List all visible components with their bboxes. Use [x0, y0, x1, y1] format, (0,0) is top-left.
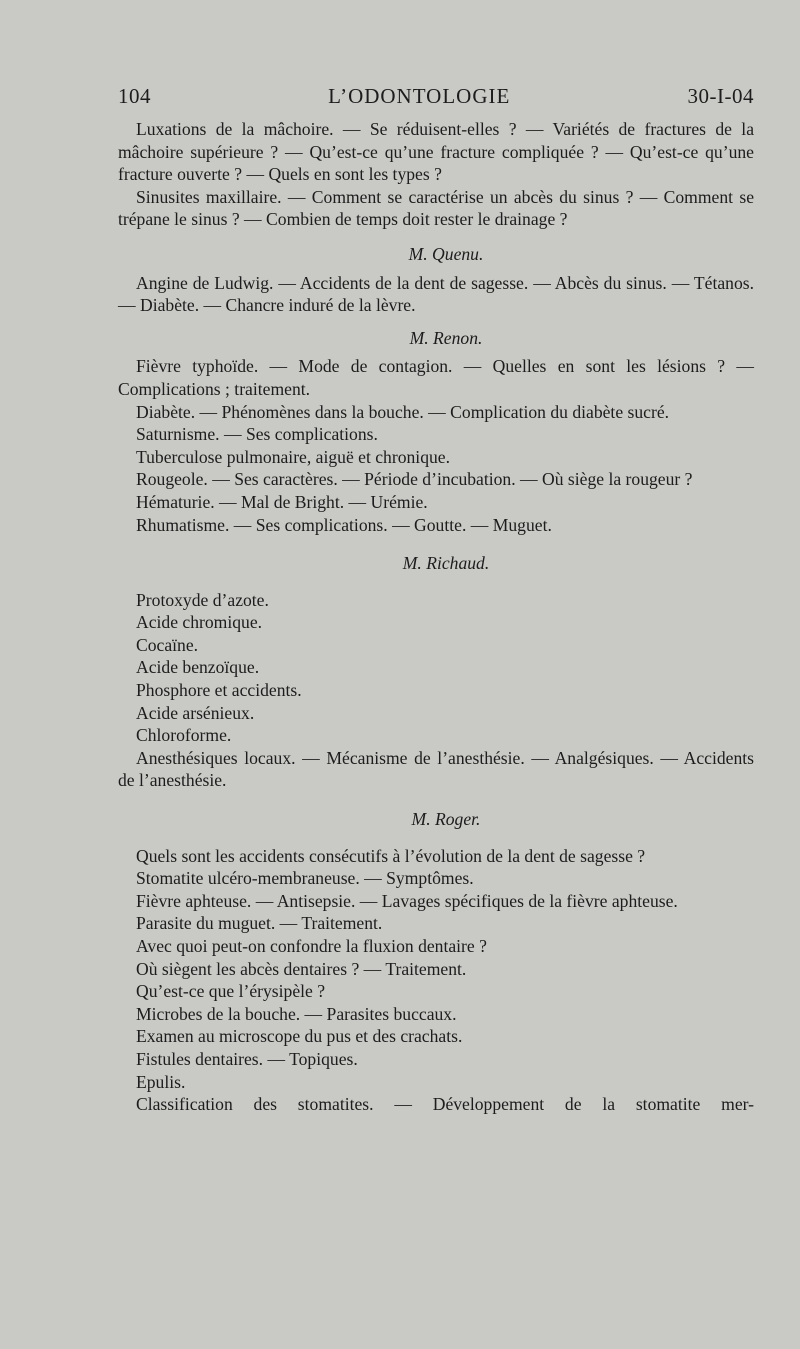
paragraph: Luxations de la mâchoire. — Se réduisent-elles ? — Variétés de fractures de la mâchoire supérieure ? — Qu’est-ce qu’une fracture compliquée ? — Qu’est-ce qu’une fracture ouverte ? — Quels en sont les types ?: [118, 119, 754, 185]
paragraph: Hématurie. — Mal de Bright. — Urémie.: [136, 491, 428, 512]
paragraph: Acide arsénieux.: [136, 702, 255, 723]
paragraph: Anesthésiques locaux. — Mécanisme de l’anesthésie. — Analgésiques. — Accidents de l’anesthésie.: [118, 747, 754, 791]
paragraph: Microbes de la bouche. — Parasites buccaux.: [136, 1003, 457, 1024]
examiner-heading: M. Richaud.: [402, 553, 490, 574]
paragraph: Sinusites maxillaire. — Comment se caractérise un abcès du sinus ? — Comment se trépane le sinus ? — Combien de temps doit rester le drainage ?: [118, 186, 754, 230]
examiner-heading: M. Roger.: [411, 809, 481, 830]
paragraph: Rougeole. — Ses caractères. — Période d’incubation. — Où siège la rougeur ?: [136, 469, 693, 490]
paragraph: Chloroforme.: [136, 725, 232, 746]
paragraph: Rhumatisme. — Ses complications. — Goutte. — Muguet.: [136, 514, 552, 535]
paragraph: Avec quoi peut-on confondre la fluxion dentaire ?: [136, 936, 487, 956]
paragraph: Quels sont les accidents consécutifs à l’évolution de la dent de sagesse ?: [136, 845, 646, 866]
paragraph: Examen au microscope du pus et des crachats.: [136, 1026, 463, 1047]
paragraph: Stomatite ulcéro-membraneuse. — Symptômes.: [136, 868, 474, 889]
paragraph: Acide benzoïque.: [136, 657, 260, 678]
examiner-heading: M. Quenu.: [408, 243, 484, 264]
examiner-heading: M. Renon.: [409, 327, 483, 348]
body-text: [118, 118, 754, 1116]
journal-title: L’ODONTOLOGIE: [328, 84, 511, 108]
paragraph: Où siègent les abcès dentaires ? — Traitement.: [136, 958, 467, 979]
issue-date: 30-I-04: [687, 84, 754, 108]
running-header: [118, 84, 754, 109]
paragraph: Phosphore et accidents.: [136, 680, 302, 701]
paragraph: Saturnisme. — Ses complications.: [136, 424, 378, 445]
paragraph: Cocaïne.: [136, 634, 199, 655]
paragraph: Protoxyde d’azote.: [136, 589, 269, 610]
paragraph: Angine de Ludwig. — Accidents de la dent de sagesse. — Abcès du sinus. — Tétanos. — Diabète. — Chancre induré de la lèvre.: [118, 272, 754, 316]
paragraph: Acide chromique.: [136, 612, 263, 633]
paragraph: Parasite du muguet. — Traitement.: [136, 913, 383, 934]
paragraph: Fièvre aphteuse. — Antisepsie. — Lavages spécifiques de la fièvre aphteuse.: [136, 890, 678, 911]
paragraph: Diabète. — Phénomènes dans la bouche. — Complication du diabète sucré.: [136, 401, 670, 422]
paragraph: Classification des stomatites. — Développement de la stomatite mer-: [136, 1094, 754, 1115]
paragraph: Tuberculose pulmonaire, aiguë et chronique.: [136, 446, 450, 467]
page-number: 104: [118, 84, 151, 108]
paragraph: Fièvre typhoïde. — Mode de contagion. — Quelles en sont les lésions ? — Complications ; traitement.: [118, 356, 754, 399]
paragraph: Fistules dentaires. — Topiques.: [136, 1048, 358, 1069]
paragraph: Qu’est-ce que l’érysipèle ?: [136, 981, 326, 1002]
paragraph: Epulis.: [136, 1071, 186, 1092]
